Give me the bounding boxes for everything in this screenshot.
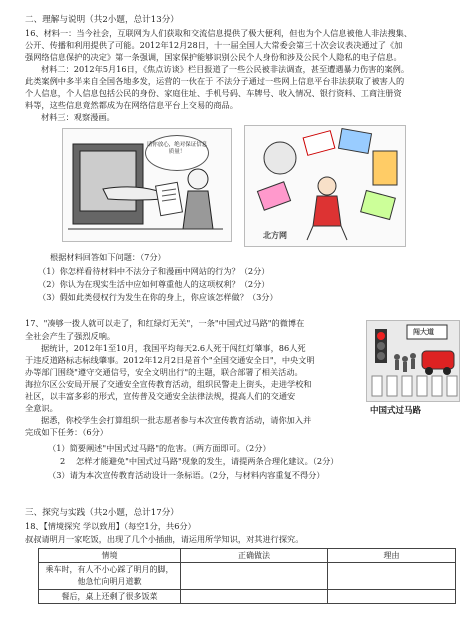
- row2-action-cell[interactable]: [181, 590, 328, 604]
- crossing-caption: 中国式过马路: [370, 406, 422, 416]
- section-2-heading: 二、理解与说明（共2小题，总计13分）: [25, 15, 179, 25]
- header-situation: 情境: [39, 549, 181, 563]
- q16-sub3: （3）假如此类侵权行为发生在你的身上，你应该怎样做？（3分）: [38, 292, 278, 302]
- q17-line4: 于违反道路标志标线肇事。2012年12月2日是首个"全国交通安全日"，中央文明: [25, 355, 315, 365]
- q18-intro: 叔叔请明月一家吃饭，出现了几个小插曲，请运用所学知识，对其进行探究。: [25, 534, 304, 544]
- crossing-illustration: [366, 320, 460, 402]
- q17-line8: 全意识。: [25, 403, 58, 413]
- situation-table: [38, 548, 456, 604]
- comic-info-leak: [244, 125, 406, 247]
- table-row: [39, 590, 456, 604]
- q16-material2-line4: 料等，这些信息竟然都成为在网络信息平台上交易的商品。: [25, 100, 238, 110]
- header-correct-action: 正确做法: [181, 549, 328, 563]
- q17-line7: 社区，以丰富多彩的形式，宣传普及交通安全法律法规，提高人们的交通安: [25, 391, 296, 401]
- q17-line3: 据统计，2012年1至10月，我国平均每天2.6人死于闯红灯肇事，86人死: [41, 343, 306, 353]
- table-header-row: [39, 549, 456, 563]
- header-reason: 理由: [328, 549, 456, 563]
- section-3-heading: 三、探究与实践（共2小题，总计17分）: [25, 508, 179, 518]
- q17-sub2: 怎样才能避免"中国式过马路"现象的发生，请提两条合理化建议。（2分）: [76, 456, 339, 466]
- comic-speech-bubble: 请你放心，绝对保证信息质量！: [145, 135, 209, 171]
- q17-sub1: （1）简要阐述"中国式过马路"的危害。（两方面即可。（2分）: [48, 443, 271, 453]
- q16-material3: 材料三：观察漫画。: [41, 112, 115, 122]
- comic-hacker-website: [62, 128, 232, 242]
- q16-material2-line2: 此类案例中多半来自全国各地多发，运营的一伙在于 不法分子通过一些网上信息平台非法获取了被害人的: [25, 76, 405, 86]
- q17-line1: 17、"凑够一拨人就可以走了，和红绿灯无关"，一条"中国式过马路"的微博在: [25, 318, 305, 328]
- q16-sub1: （1）你怎样看待材料中不法分子和漫画中网站的行为？（2分）: [38, 266, 270, 276]
- comic-watermark: 北方网: [263, 231, 287, 240]
- q16-material1-line1: 16、材料一：当今社会，互联网为人们获取和交流信息提供了极大便利，但也为个人信息被他人非法搜集、: [25, 28, 413, 38]
- q16-material1-line2: 公开、传播和利用提供了可能。2012年12月28日，十一届全国人大常委会第三十次会议表决通过了《加: [25, 40, 403, 50]
- row2-reason-cell[interactable]: [328, 590, 456, 604]
- row1-action-cell[interactable]: [181, 563, 328, 590]
- q17-sub2-number: 2: [60, 456, 66, 466]
- table-row: [39, 563, 456, 590]
- row2-situation: 餐后，桌上还剩了很多饭菜: [39, 590, 181, 604]
- q17-line10: 完成如下任务：（6分）: [25, 427, 108, 437]
- q18-title: 18、【情境探究 学以致用】（每空1分，共6分）: [25, 521, 196, 531]
- q16-material2-line3: 个人信息，个人信息包括公民的身份、家庭住址、手机号码、车牌号、收入情况、银行资料、工商注册资: [25, 88, 402, 98]
- q17-sub3: （3）请为本次宣传教育活动设计一条标语。（2分，与材料内容重复不得分）: [48, 470, 325, 480]
- row1-reason-cell[interactable]: [328, 563, 456, 590]
- row1-situation: 乘车时，有人不小心踩了明月的脚，他急忙向明月道歉: [39, 563, 181, 590]
- q17-line5: 办等部门围绕"遵守交通信号，安全文明出行"的主题，联合部署了相关活动。: [25, 367, 303, 377]
- q16-material1-line3: 强网络信息保护的决定》第一条强调，国家保护能够识别公民个人身份和涉及公民个人隐私的电子信息。: [25, 52, 402, 62]
- q16-sub2: （2）你认为在现实生活中应如何尊重他人的这项权利？（2分）: [38, 279, 270, 289]
- q16-prompt: 根据材料回答如下问题：（7分）: [50, 252, 166, 262]
- q16-material2-line1: 材料二：2012年5月16日，《焦点访谈》栏目报道了一些公民被非法调查，甚至遭遇暴力伤害的案例。: [41, 64, 410, 74]
- q17-line9: 据悉，你校学生会打算组织一批志愿者参与本次宣传教育活动，请你加入并: [41, 415, 312, 425]
- q17-line6: 海拉尔区公安局开展了交通安全宣传教育活动，组织民警走上街头，走进学校和: [25, 379, 312, 389]
- crossing-sign: 闯大道: [413, 328, 434, 336]
- comic-drawing-2: [245, 126, 405, 246]
- q17-line2: 全社会产生了强烈反响。: [25, 331, 116, 341]
